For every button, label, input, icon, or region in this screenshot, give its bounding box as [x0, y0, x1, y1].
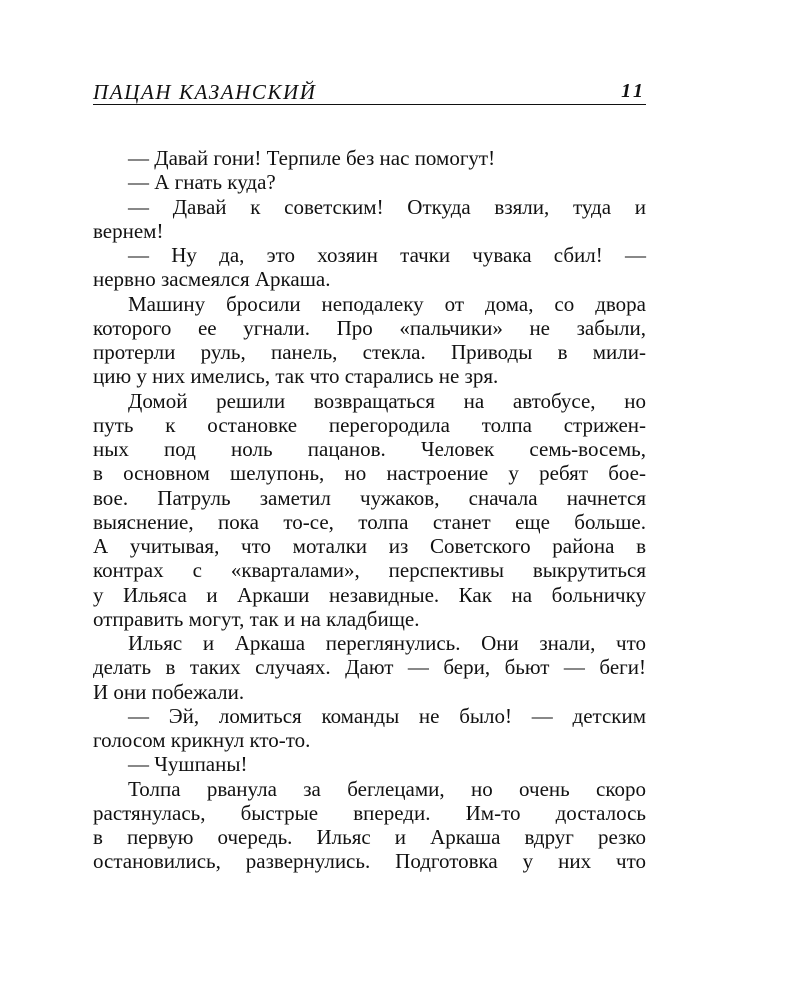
- text-line: в первую очередь. Ильяс и Аркаша вдруг резко: [93, 825, 646, 849]
- text-line: Машину бросили неподалеку от дома, со двора: [128, 291, 646, 316]
- text-line: ных под ноль пацанов. Человек семь-восемь,: [93, 437, 646, 461]
- text-line: — А гнать куда?: [128, 170, 276, 195]
- text-line: А учитывая, что моталки из Советского района в: [93, 534, 646, 558]
- page-number: 11: [621, 80, 646, 102]
- text-line: Ильяс и Аркаша переглянулись. Они знали, что: [128, 631, 646, 655]
- text-line: — Чушпаны!: [128, 752, 248, 777]
- text-line: вое. Патруль заметил чужаков, сначала начнется: [93, 485, 646, 510]
- text-line: Домой решили возвращаться на автобусе, но: [128, 388, 646, 413]
- text-line: выяснение, пока то-се, толпа станет еще больше.: [93, 509, 646, 534]
- text-line: — Давай гони! Терпиле без нас помогут!: [128, 146, 496, 170]
- text-line: — Давай к советским! Откуда взяли, туда и: [128, 194, 646, 219]
- text-line: отправить могут, так и на кладбище.: [93, 606, 420, 631]
- header-rule: [93, 104, 646, 105]
- text-line: — Эй, ломиться команды не было! — детским: [128, 703, 646, 728]
- text-line: у Ильяса и Аркаши незавидные. Как на больничку: [93, 582, 646, 607]
- text-body: [93, 146, 646, 874]
- text-line: остановились, развернулись. Подготовка у них что: [93, 849, 646, 874]
- text-line: вернем!: [93, 218, 164, 243]
- text-line: нервно засмеялся Аркаша.: [93, 267, 331, 292]
- text-line: растянулась, быстрые впереди. Им-то досталось: [93, 800, 646, 825]
- text-line: которого ее угнали. Про «пальчики» не забыли,: [93, 315, 646, 340]
- text-line: Толпа рванула за беглецами, но очень скоро: [128, 776, 646, 801]
- text-line: голосом крикнул кто-то.: [93, 728, 311, 752]
- text-line: делать в таких случаях. Дают — бери, бьют — беги!: [93, 655, 646, 680]
- text-line: протерли руль, панель, стекла. Приводы в мили-: [93, 340, 646, 364]
- text-line: И они побежали.: [93, 679, 245, 704]
- text-line: контрах с «кварталами», перспективы выкрутиться: [93, 558, 646, 583]
- text-line: в основном шелупонь, но настроение у ребят бое-: [93, 461, 646, 486]
- running-head: [93, 78, 646, 104]
- running-head-title: ПАЦАН КАЗАНСКИЙ: [93, 80, 317, 104]
- text-line: — Ну да, это хозяин тачки чувака сбил! —: [128, 243, 646, 267]
- text-line: цию у них имелись, так что старались не зря.: [93, 364, 499, 389]
- text-line: путь к остановке перегородила толпа стрижен-: [93, 412, 646, 437]
